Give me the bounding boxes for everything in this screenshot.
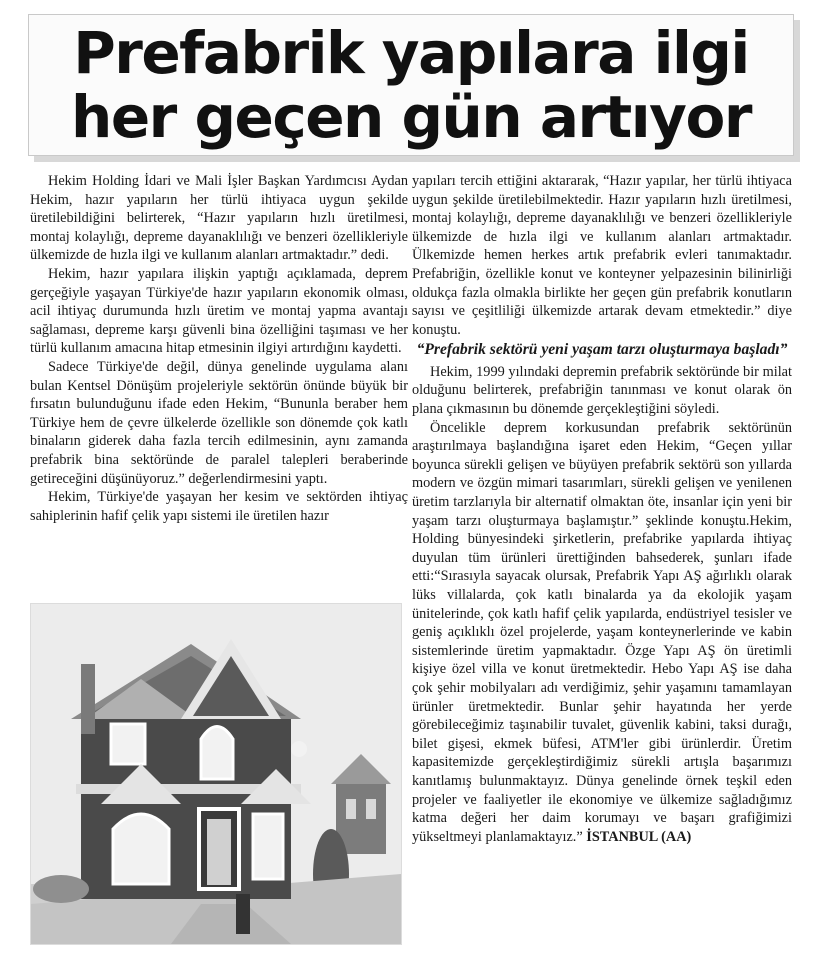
left-paragraph-2: Hekim, hazır yapılara ilişkin yaptığı açıklamada, deprem gerçeğiyle yaşayan Türkiye'de hazır yapıların ekonomik olması, acil ihtiyaç durumunda hızlı üretim ve montaj yapma avantajı sağlaması, depreme karşı güvenli bina özelliğini taşıması ve her türlü kullanım amacına hitap etmesinin ilgiyi artırdığını kaydetti. — [30, 265, 408, 357]
right-paragraph-2-text: Öncelikle deprem korkusundan prefabrik sektörünün araştırılmaya başlandığına işaret eden Hekim, “Geçen yıllar boyunca sürekli gelişen ve büyüyen prefabrik sektörü son yıllarda modern ve özgün mimari tasarımları, sürekli gelişen ve yenilenen üretim tarzlarıyla bir alternatif olmaktan öte, insanlar için yeni bir yaşam tarzı oluşturmaya başlamıştır.” şeklinde konuştu.Hekim, Holding bünyesindeki şirketlerin, prefabrike yapılarda ihtiyaç duyulan tüm ürünleri ürettiğinden bahsederek, şunları ifade etti:“Sırasıyla sayacak olursak, Prefabrik Yapı AŞ ağırlıklı olarak lüks villalarda, çok katlı binalarda ya da ekolojik yaşam ünitelerinde, çok katlı hafif çelik yapılarda, endüstriyel tesisler ve geniş açıklıklı özel projelerde, yaşam konteynerlerinde ve kabin sistemlerinde üretim yapmaktadır. Özge Yapı AŞ ön üretimli kişiye özel villa ve konut üretmektedir. Hebo Yapı AŞ ise daha çok şehir mobilyaları adı verdiğimiz, şehir yaşamını tamamlayan ürünler üretmektedir. Bunlar şehir hayatında her yerde görebileceğimiz taşınabilir tuvalet, güvenlik kabini, taksi durağı, bilet gişesi, ekmek büfesi, ATM'ler gibi ürünlerdir. Üretim kapasitemizde gerçekleştirdiğimiz sürekli artışla başarımızı kanıtlamış bulunmaktayız. Dünya genelinde örnek teşkil eden projeler ve faaliyetler ile ekonomiye ve ülkemize sağladığımız katma değeri her daim korumayı ve başarı grafiğimizi yükseltmeyi planlamaktayız.” — [412, 419, 792, 845]
villa-photo — [30, 603, 402, 945]
left-paragraph-1: Hekim Holding İdari ve Mali İşler Başkan Yardımcısı Aydan Hekim, hazır yapıların her türlü ihtiyaca uygun şekilde üretilebildiğini belirterek, “Hazır yapıların hızlı üretilmesi, montaj kolaylığı, depreme dayanaklılığı ve benzeri özellikleriyle ülkemizde de hızla ilgi ve kullanım alanları artmaktadır.” dedi. — [30, 173, 408, 264]
right-paragraph-2 — [412, 419, 792, 847]
prefabricated-villa-photo-icon — [31, 604, 401, 944]
right-continuation: yapıları tercih ettiğini aktararak, “Hazır yapılar, her türlü ihtiyaca uygun şekilde üretilebilmektedir. Hazır yapıların hızlı üretilmesi, montaj kolaylığı, depreme dayanaklılığı ve benzeri özellikleriyle ülkemizde de hızla ilgi ve kullanım alanları artmaktadır. Ülkemizde hemen herkes artık prefabrik evleri tanımaktadır. Prefabriğin, özellikle konut ve konteyner yelpazesinin bilinirliği oldukça fazla olmakla birlikte her geçen gün prefabrik konutların sayısı ve çeşitliliği ülkemizde artarak devam etmektedir.” diye konuştu. — [412, 173, 792, 338]
right-column — [412, 172, 792, 846]
left-paragraph-3: Sadece Türkiye'de değil, dünya genelinde uygulama alanı bulan Kentsel Dönüşüm projeleriyle sektörün önünde büyük bir fırsatın bulunduğunu ifade eden Hekim, “Bununla beraber hem Türkiye hem de çevre ülkelerde özellikle son dönemde çok katlı binaların giderek daha fazla tercih edilmesinin, aynı zamanda prefabrik bina sektöründe de paralel talepleri beraberinde getireceğini düşünüyoruz.” değerlendirmesini yaptı. — [30, 358, 408, 487]
subheading: “Prefabrik sektörü yeni yaşam tarzı oluşturmaya başladı” — [416, 341, 788, 359]
left-paragraph-4: Hekim, Türkiye'de yaşayan her kesim ve sektörden ihtiyaç sahiplerinin hafif çelik yapı sistemi ile üretilen hazır — [30, 489, 408, 524]
dateline: İSTANBUL (AA) — [586, 828, 692, 845]
headline-line-2: her geçen gün artıyor — [71, 83, 751, 151]
headline-box — [28, 14, 794, 156]
headline-line-1: Prefabrik yapılara ilgi — [73, 19, 749, 87]
right-paragraph-1: Hekim, 1999 yılındaki depremin prefabrik sektöründe bir milat olduğunu belirterek, prefabriğin tanınması ve konut olarak ön plana çıkmasının bu dönemde gerçekleştiğini söyledi. — [412, 363, 792, 418]
left-column — [30, 172, 408, 525]
